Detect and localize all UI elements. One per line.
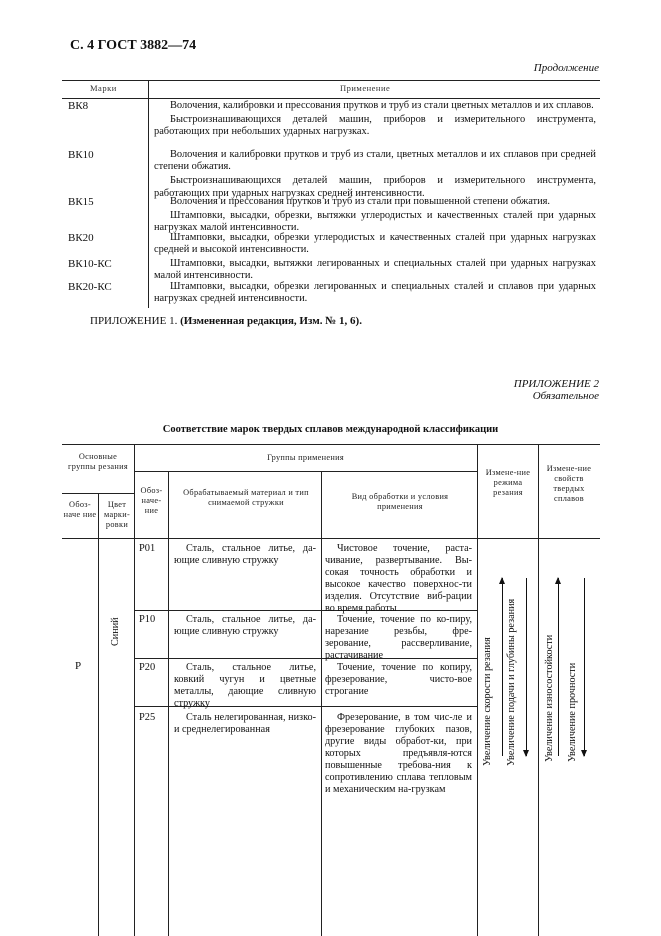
app-designation-header: Обоз-наче-ние	[140, 486, 163, 515]
processing-header: Вид обработки и условия применения	[351, 492, 449, 511]
processing-cell: Точение, точение по ко-пиру, нарезание резьбы, фре-зерование, рассверливание, растачивание	[325, 614, 472, 661]
application-cell: Волочения, калибровки и прессования прутков и труб из стали цветных металлов и их сплавов. Быстроизнашивающихся деталей машин, приборов и измерительного инструмента, работающих при небольших ударных нагрузках.	[154, 100, 596, 138]
mark-cell: ВК8	[68, 100, 89, 112]
group-color: Синий	[110, 617, 121, 646]
material-cell: Сталь, стальное литье, да-ющие сливную стружку	[174, 543, 316, 566]
processing-cell: Фрезерование, в том чис-ле и фрезерование глубоких пазов, другие виды обработ-ки, при которых предъявля-ются повышенные требова-ния к сопротивлению сплава тепловым и механическим на-грузкам	[325, 712, 472, 795]
material-header: Обрабатываемый материал и тип снимаемой стружки	[183, 488, 309, 507]
down-arrow-icon	[526, 578, 527, 756]
mark-cell: ВК10	[68, 149, 94, 161]
page-header: С. 4 ГОСТ 3882—74	[70, 38, 197, 53]
down-arrow-icon	[584, 578, 585, 756]
table2-title: Соответствие марок твердых сплавов международной классификации	[162, 424, 499, 435]
appendix1-note: ПРИЛОЖЕНИЕ 1. (Измененная редакция, Изм. № 1, 6).	[90, 315, 362, 327]
wear-resistance-label: Увеличение износостойкости	[544, 634, 555, 762]
mark-cell: ВК15	[68, 196, 94, 208]
mark-cell: ВК20	[68, 232, 94, 244]
material-cell: Сталь, стальное литье, да-ющие сливную стружку	[174, 614, 316, 637]
application-cell: Штамповки, высадки, обрезки углеродистых и качественных сталей при ударных нагрузках средней и высокой интенсивности.	[154, 232, 596, 256]
mark-cell: ВК10-КС	[68, 258, 112, 270]
mode-change-header: Измене-ние режима резания	[485, 468, 531, 497]
iso-classification-table	[62, 444, 600, 936]
designation-header: Обоз-наче ние	[63, 500, 97, 519]
color-header: Цвет марки-ровки	[103, 500, 131, 529]
application-cell: Штамповки, высадки, вытяжки легированных и специальных сталей при ударных нагрузках малой интенсивности.	[154, 258, 596, 282]
strength-increase-label: Увеличение прочности	[567, 662, 578, 762]
application-cell: Волочения и прессования прутков и труб из стали при повышенной степени обжатия. Штамповки, высадки, обрезки, вытяжки углеродистых и качественных сталей при ударных нагрузках малой интенсивности.	[154, 196, 596, 234]
up-arrow-icon	[558, 578, 559, 756]
app-code: P25	[139, 712, 156, 723]
application-cell: Волочения и калибровки прутков и труб из стали, цветных металлов и их сплавов при средней степени обжатия. Быстроизнашивающихся деталей машин, приборов и измерительного инструмента, работающих при ударных нагрузках средней интенсивности.	[154, 149, 596, 199]
group-designation: P	[75, 660, 82, 672]
speed-increase-label: Увеличение скорости резания	[482, 637, 493, 766]
feed-increase-label: Увеличение подачи и глубины резания	[506, 598, 517, 766]
processing-cell: Точение, точение по копиру, фрезерование, чисто-вое строгание	[325, 662, 472, 697]
app-code: P20	[139, 662, 156, 673]
processing-cell: Чистовое точение, раста-чивание, развертывание. Вы-сокая точность обработки и высокое качество поверхнос-ти изделия. Отсутствие виб-рации во время работы	[325, 543, 472, 614]
app-code: P10	[139, 614, 156, 625]
appendix2-heading: ПРИЛОЖЕНИЕ 2 Обязательное	[513, 378, 599, 402]
up-arrow-icon	[502, 578, 503, 756]
mark-cell: ВК20-КС	[68, 281, 112, 293]
app-code: P01	[139, 543, 156, 554]
props-change-header: Измене-ние свойств твердых сплавов	[546, 464, 592, 503]
groups-application-header: Группы применения	[267, 453, 344, 462]
continuation-label: Продолжение	[533, 62, 599, 74]
material-cell: Сталь нелегированная, низко- и среднелегированная	[174, 712, 316, 735]
main-groups-header: Основные группы резания	[68, 452, 128, 471]
material-cell: Сталь, стальное литье, ковкий чугун и цветные металлы, дающие сливную стружку	[174, 662, 316, 709]
application-cell: Штамповки, высадки, обрезки легированных и специальных сталей и сплавов при ударных нагрузках средней интенсивности.	[154, 281, 596, 305]
col-application-header: Применение	[340, 83, 391, 93]
col-marks-header: Марки	[90, 83, 117, 93]
